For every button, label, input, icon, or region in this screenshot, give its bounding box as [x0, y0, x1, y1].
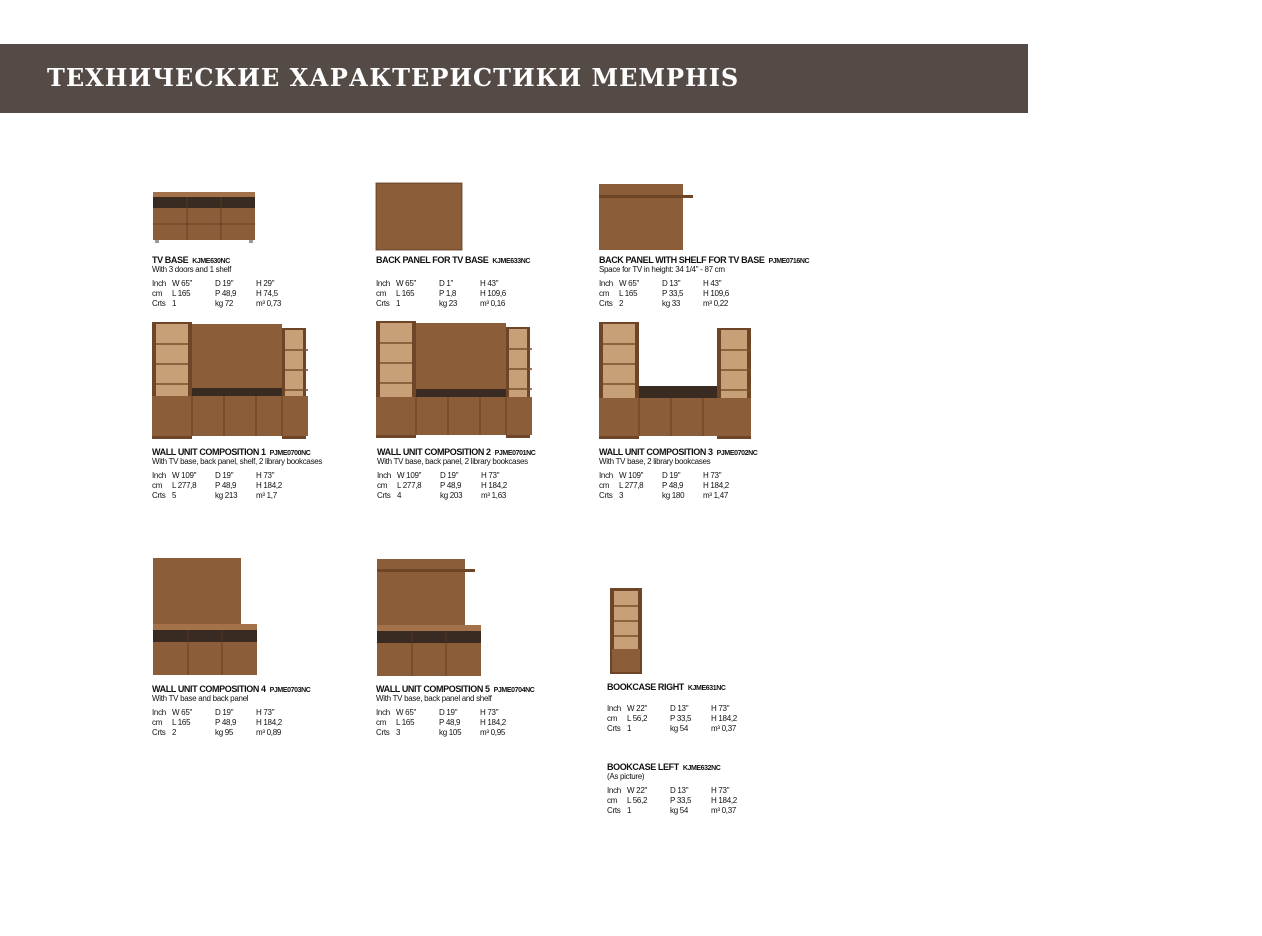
spec-cell: 3 [619, 491, 624, 500]
product-description: With TV base and back panel [152, 694, 249, 703]
spec-cell: m³ 0,16 [480, 299, 506, 308]
spec-cell: Inch [376, 279, 390, 288]
spec-cell: m³ 0,73 [256, 299, 282, 308]
spec-cell: P 48,9 [662, 481, 684, 490]
spec-cell: 1 [396, 299, 401, 308]
spec-cell: P 33,5 [670, 796, 692, 805]
spec-cell: Crts [599, 491, 613, 500]
spec-cell: H 43" [480, 279, 499, 288]
product-code: KJME632NC [682, 765, 721, 772]
product-code: PJME0703NC [269, 687, 311, 694]
product-title [152, 255, 230, 265]
spec-cell: D 13" [662, 279, 681, 288]
spec-cell: H 184,2 [256, 718, 282, 727]
spec-cell: Inch [376, 708, 390, 717]
bookcase-image [610, 588, 642, 674]
spec-cell: kg 54 [670, 806, 689, 815]
spec-cell: m³ 1,7 [256, 491, 277, 500]
spec-cell: kg 95 [215, 728, 234, 737]
spec-cell: L 165 [172, 718, 191, 727]
header-banner [0, 44, 1028, 113]
spec-cell: L 277,8 [397, 481, 422, 490]
product-code: PJME0700NC [269, 450, 311, 457]
product-description: With TV base, back panel, 2 library bookcases [377, 457, 528, 466]
spec-cell: cm [599, 289, 610, 298]
wall-unit-2-image [376, 321, 532, 439]
spec-cell: kg 203 [440, 491, 463, 500]
product-name: BOOKCASE RIGHT [607, 682, 684, 692]
spec-cell: H 184,2 [711, 796, 737, 805]
product-description: With TV base, back panel, shelf, 2 library bookcases [152, 457, 323, 466]
product-code: PJME0702NC [716, 450, 758, 457]
spec-cell: Inch [152, 708, 166, 717]
product-name: WALL UNIT COMPOSITION 1 [152, 447, 266, 457]
product-name: BOOKCASE LEFT [607, 762, 679, 772]
spec-cell: H 184,2 [256, 481, 282, 490]
product-title [376, 255, 530, 265]
product-title [152, 684, 310, 694]
product-title [377, 447, 535, 457]
spec-cell: kg 105 [439, 728, 462, 737]
spec-cell: P 48,9 [440, 481, 462, 490]
spec-cell: P 48,9 [439, 718, 461, 727]
spec-cell: D 1" [439, 279, 454, 288]
spec-cell: H 73" [711, 704, 730, 713]
spec-cell: Crts [599, 299, 613, 308]
product-title [599, 447, 757, 457]
spec-cell: W 65" [396, 708, 417, 717]
back-panel-image [376, 183, 462, 250]
spec-cell: cm [376, 289, 387, 298]
spec-cell: H 73" [256, 708, 275, 717]
spec-cell: D 19" [215, 279, 234, 288]
spec-cell: L 165 [396, 289, 415, 298]
spec-cell: P 48,9 [215, 481, 237, 490]
spec-cell: m³ 1,63 [481, 491, 507, 500]
spec-cell: Crts [376, 299, 390, 308]
spec-cell: kg 54 [670, 724, 689, 733]
page-title: ТЕХНИЧЕСКИЕ ХАРАКТЕРИСТИКИ MEMPHIS [47, 63, 740, 92]
product-title [376, 684, 534, 694]
spec-cell: W 22" [627, 786, 648, 795]
spec-cell: W 22" [627, 704, 648, 713]
spec-cell: kg 213 [215, 491, 238, 500]
product-title [152, 447, 310, 457]
spec-cell: W 109" [397, 471, 422, 480]
spec-cell: cm [607, 714, 618, 723]
wall-unit-5-image [377, 559, 481, 679]
spec-cell: cm [152, 481, 163, 490]
spec-cell: cm [152, 289, 163, 298]
spec-cell: P 48,9 [215, 718, 237, 727]
product-name: BACK PANEL FOR TV BASE [376, 255, 489, 265]
spec-cell: P 33,5 [662, 289, 684, 298]
product-description: With TV base, 2 library bookcases [599, 457, 711, 466]
spec-cell: H 73" [481, 471, 500, 480]
spec-cell: D 19" [215, 471, 234, 480]
product-code: KJME630NC [192, 258, 230, 265]
product-code: PJME0704NC [493, 687, 535, 694]
spec-cell: H 73" [711, 786, 730, 795]
spec-cell: H 74,5 [256, 289, 278, 298]
spec-cell: P 33,5 [670, 714, 692, 723]
spec-cell: Inch [599, 279, 613, 288]
spec-cell: H 184,2 [480, 718, 506, 727]
back-panel-shelf-image [599, 184, 693, 250]
spec-cell: cm [607, 796, 618, 805]
spec-cell: H 109,6 [703, 289, 729, 298]
product-description: Space for TV in height: 34 1/4" - 87 cm [599, 265, 725, 274]
spec-cell: Inch [152, 471, 166, 480]
product-name: BACK PANEL WITH SHELF FOR TV BASE [599, 255, 765, 265]
wall-unit-1-image [152, 322, 308, 439]
product-name: WALL UNIT COMPOSITION 3 [599, 447, 713, 457]
spec-cell: D 19" [440, 471, 459, 480]
product-code: PJME0701NC [494, 450, 536, 457]
product-code: KJME631NC [687, 685, 726, 692]
spec-cell: Inch [607, 704, 621, 713]
spec-cell: Crts [376, 728, 390, 737]
spec-cell: L 56,2 [627, 714, 648, 723]
spec-cell: W 65" [396, 279, 417, 288]
spec-cell: D 19" [215, 708, 234, 717]
spec-cell: P 48,9 [215, 289, 237, 298]
tv-base-image [152, 191, 256, 243]
spec-cell: D 13" [670, 786, 689, 795]
spec-cell: cm [377, 481, 388, 490]
spec-cell: m³ 0,22 [703, 299, 729, 308]
spec-cell: 4 [397, 491, 402, 500]
spec-cell: H 43" [703, 279, 722, 288]
spec-cell: Inch [152, 279, 166, 288]
spec-cell: kg 23 [439, 299, 458, 308]
spec-cell: Inch [377, 471, 391, 480]
product-name: WALL UNIT COMPOSITION 5 [376, 684, 490, 694]
spec-cell: 1 [627, 724, 632, 733]
spec-cell: L 277,8 [172, 481, 197, 490]
spec-cell: H 73" [256, 471, 275, 480]
spec-cell: H 184,2 [703, 481, 729, 490]
spec-cell: kg 72 [215, 299, 234, 308]
spec-cell: W 109" [172, 471, 197, 480]
spec-cell: m³ 0,37 [711, 806, 737, 815]
spec-cell: Crts [607, 806, 621, 815]
spec-cell: 5 [172, 491, 177, 500]
spec-cell: L 277,8 [619, 481, 644, 490]
spec-cell: Crts [152, 728, 166, 737]
spec-cell: H 29" [256, 279, 275, 288]
spec-cell: P 1,8 [439, 289, 457, 298]
spec-cell: H 73" [480, 708, 499, 717]
product-description: (As picture) [607, 772, 645, 781]
spec-cell: 1 [627, 806, 632, 815]
spec-cell: L 56,2 [627, 796, 648, 805]
product-title [607, 762, 720, 772]
spec-cell: Inch [607, 786, 621, 795]
spec-cell: m³ 0,95 [480, 728, 506, 737]
spec-cell: W 65" [172, 279, 193, 288]
spec-cell: Crts [607, 724, 621, 733]
spec-cell: H 109,6 [480, 289, 506, 298]
product-code: PJME0716NC [768, 258, 810, 265]
product-name: TV BASE [152, 255, 189, 265]
spec-cell: D 19" [439, 708, 458, 717]
spec-cell: Inch [599, 471, 613, 480]
product-title [607, 682, 726, 692]
product-code: KJME633NC [492, 258, 531, 265]
spec-cell: cm [152, 718, 163, 727]
spec-cell: H 184,2 [711, 714, 737, 723]
wall-unit-3-image [599, 322, 755, 439]
spec-cell: m³ 0,89 [256, 728, 282, 737]
spec-cell: H 73" [703, 471, 722, 480]
product-description: With 3 doors and 1 shelf [152, 265, 232, 274]
spec-cell: 1 [172, 299, 177, 308]
spec-cell: Crts [152, 491, 166, 500]
spec-cell: kg 33 [662, 299, 681, 308]
spec-cell: L 165 [172, 289, 191, 298]
spec-cell: kg 180 [662, 491, 685, 500]
product-description: With TV base, back panel and shelf [376, 694, 492, 703]
spec-cell: cm [376, 718, 387, 727]
spec-cell: W 109" [619, 471, 644, 480]
product-name: WALL UNIT COMPOSITION 2 [377, 447, 491, 457]
spec-cell: cm [599, 481, 610, 490]
spec-cell: Crts [377, 491, 391, 500]
spec-cell: m³ 0,37 [711, 724, 737, 733]
spec-cell: W 65" [172, 708, 193, 717]
spec-cell: L 165 [619, 289, 638, 298]
spec-cell: L 165 [396, 718, 415, 727]
product-title [599, 255, 809, 265]
spec-cell: D 13" [670, 704, 689, 713]
spec-cell: 2 [619, 299, 624, 308]
product-name: WALL UNIT COMPOSITION 4 [152, 684, 266, 694]
wall-unit-4-image [153, 558, 257, 678]
spec-cell: Crts [152, 299, 166, 308]
spec-cell: W 65" [619, 279, 640, 288]
spec-cell: D 19" [662, 471, 681, 480]
spec-cell: 3 [396, 728, 401, 737]
spec-cell: H 184,2 [481, 481, 507, 490]
spec-cell: 2 [172, 728, 177, 737]
spec-cell: m³ 1,47 [703, 491, 729, 500]
